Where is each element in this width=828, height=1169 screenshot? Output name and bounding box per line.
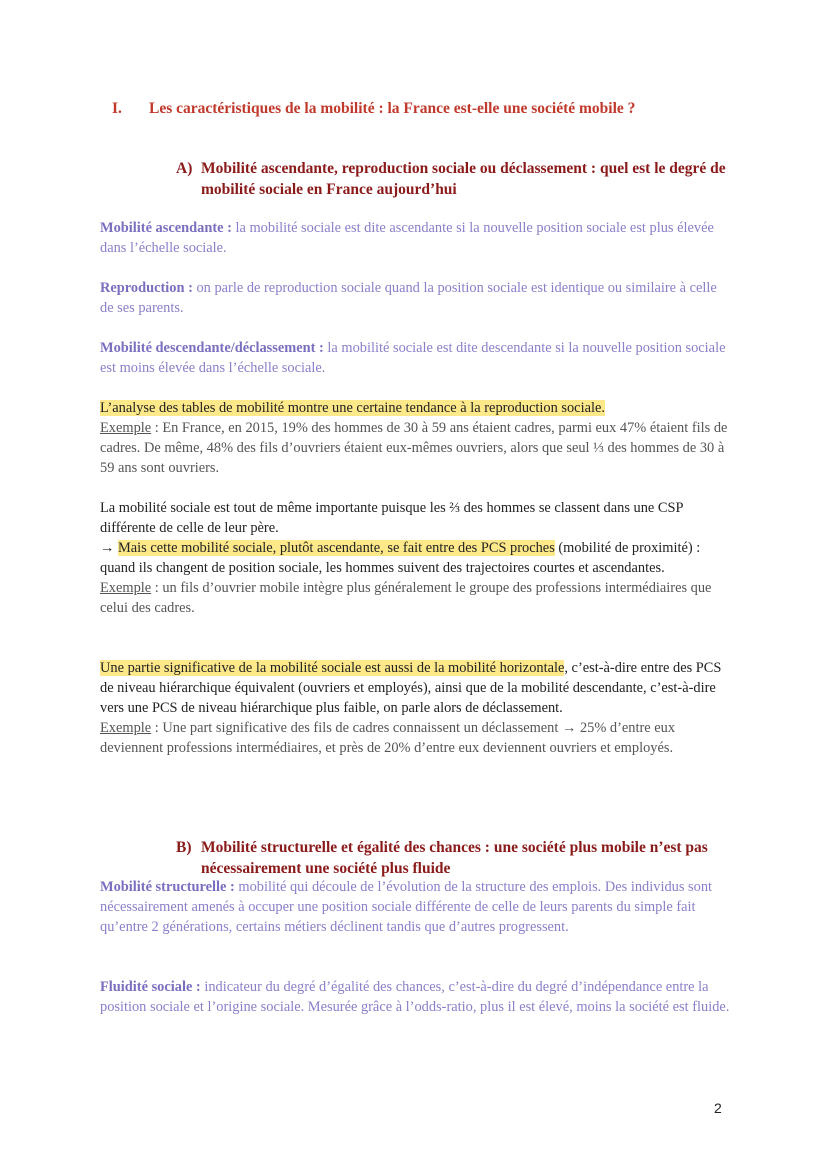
- definition-term: Mobilité ascendante :: [100, 220, 232, 236]
- definition-text: indicateur du degré d’égalité des chances, c’est-à-dire du degré d’indépendance entre la position sociale et l’origine sociale. Mesurée grâce à l’odds-ratio, plus il est élevé, moins la société est fluide.: [100, 979, 730, 1015]
- section-b-number: B): [176, 839, 192, 856]
- definition-term: Reproduction :: [100, 280, 193, 296]
- highlighted-text: Mais cette mobilité sociale, plutôt ascendante, se fait entre des PCS proches: [118, 540, 555, 556]
- paragraph-intro: La mobilité sociale est tout de même importante puisque les ⅔ des hommes se classent dans une CSP différente de celle de leur père.: [100, 500, 683, 536]
- section-a-heading: [176, 158, 736, 200]
- definition-term: Fluidité sociale :: [100, 979, 201, 995]
- paragraph-mobilite-horizontale: [100, 658, 730, 758]
- definition-fluidite-sociale: [100, 977, 730, 1017]
- definition-term: Mobilité structurelle :: [100, 879, 235, 895]
- example-label: Exemple: [100, 420, 152, 436]
- section-a-number: A): [176, 160, 193, 177]
- paragraph-text: (mobilité de proximité) : quand ils changent de position sociale, les hommes suivent des trajectoires courtes et ascendantes.: [100, 540, 701, 576]
- example-text: : Une part significative des fils de cadres connaissent un déclassement → 25% d’entre eux deviennent professions intermédiaires, et près de 20% d’entre eux deviennent ouvriers et employés.: [100, 720, 676, 756]
- definition-mobilite-descendante: [100, 338, 730, 378]
- example-text: : un fils d’ouvrier mobile intègre plus généralement le groupe des professions intermédiaires que celui des cadres.: [100, 580, 712, 616]
- paragraph-text: , c’est-à-dire entre des PCS de niveau hiérarchique équivalent (ouvriers et employés), ainsi que de la mobilité descendante, c’est-à-dire vers une PCS de niveau hiérarchique plus faible, on parle alors de déclassement.: [100, 660, 722, 716]
- highlighted-text: Une partie significative de la mobilité sociale est aussi de la mobilité horizontale: [100, 660, 565, 676]
- section-1-heading: [112, 98, 732, 119]
- definition-reproduction: [100, 278, 730, 318]
- example-label: Exemple: [100, 580, 152, 596]
- section-b-title: Mobilité structurelle et égalité des chances : une société plus mobile n’est pas nécessairement une société plus fluide: [201, 839, 708, 877]
- paragraph-reproduction: [100, 398, 730, 478]
- definition-term: Mobilité descendante/déclassement :: [100, 340, 324, 356]
- definition-text: on parle de reproduction sociale quand la position sociale est identique ou similaire à celle de ses parents.: [100, 280, 717, 316]
- example-text: : En France, en 2015, 19% des hommes de 30 à 59 ans étaient cadres, parmi eux 47% étaient fils de cadres. De même, 48% des fils d’ouvriers étaient eux-mêmes ouvriers, alors que seul ⅓ des hommes de 30 à 59 ans sont ouvriers.: [100, 420, 728, 476]
- arrow-glyph: →: [100, 540, 118, 556]
- definition-mobilite-ascendante: [100, 218, 730, 258]
- paragraph-mobilite-proximite: [100, 498, 730, 618]
- page-number: 2: [714, 1100, 722, 1116]
- definition-text: la mobilité sociale est dite descendante si la nouvelle position sociale est moins élevée dans l’échelle sociale.: [100, 340, 726, 376]
- section-b-heading: [176, 837, 736, 879]
- example-label: Exemple: [100, 720, 152, 736]
- definition-text: la mobilité sociale est dite ascendante si la nouvelle position sociale est plus élevée dans l’échelle sociale.: [100, 220, 714, 256]
- definition-text: mobilité qui découle de l’évolution de la structure des emplois. Des individus sont nécessairement amenés à occuper une position sociale différente de celle de leurs parents du simple fait qu’entre 2 générations, certains métiers déclinent tandis que d’autres progressent.: [100, 879, 713, 935]
- section-a-title: Mobilité ascendante, reproduction sociale ou déclassement : quel est le degré de mobilité sociale en France aujourd’hui: [201, 160, 726, 198]
- highlighted-text: L’analyse des tables de mobilité montre une certaine tendance à la reproduction sociale.: [100, 400, 605, 416]
- section-1-title: Les caractéristiques de la mobilité : la France est-elle une société mobile ?: [149, 100, 636, 117]
- definition-mobilite-structurelle: [100, 877, 730, 937]
- section-1-number: I.: [112, 100, 122, 117]
